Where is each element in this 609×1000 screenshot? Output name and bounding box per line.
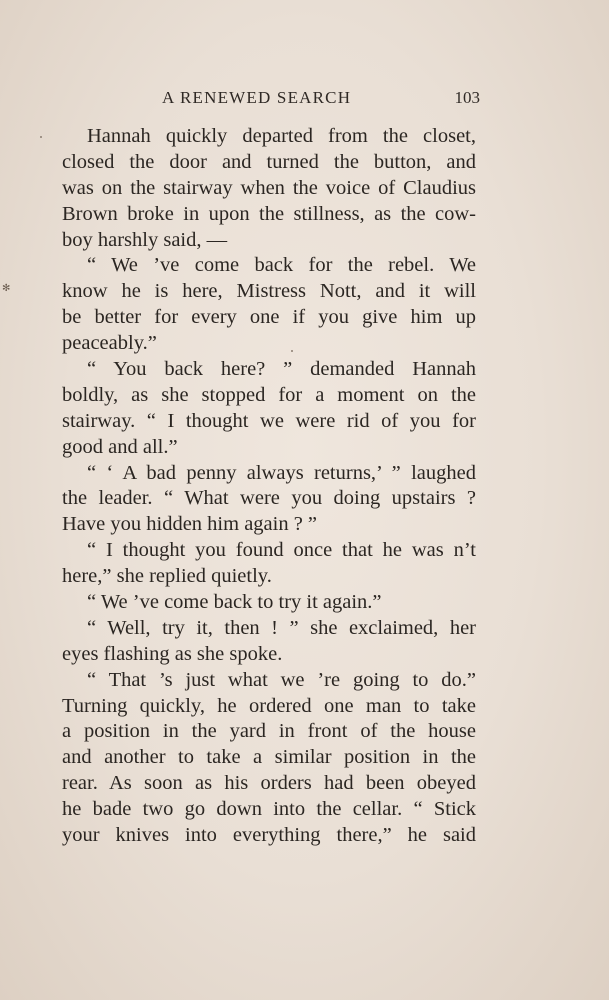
text-line: Have you hidden him again ? ” xyxy=(62,513,318,536)
text-line: was on the stairway when the voice of Claudius xyxy=(62,176,476,199)
body-text xyxy=(62,124,476,849)
text-line: “ That ’s just what we ’re going to do.” xyxy=(87,668,476,691)
paper-speck xyxy=(40,136,42,138)
text-line: “ We ’ve come back to try it again.” xyxy=(87,591,382,614)
text-line: “ Well, try it, then ! ” she exclaimed, her xyxy=(87,616,476,639)
text-line: “ We ’ve come back for the rebel. We xyxy=(87,254,476,277)
text-line: your knives into everything there,” he said xyxy=(62,824,476,847)
text-line: peaceably.” xyxy=(62,332,157,355)
text-line: rear. As soon as his orders had been obeyed xyxy=(62,772,476,795)
running-head: A RENEWED SEARCH xyxy=(162,88,352,107)
text-line: Brown broke in upon the stillness, as the cow- xyxy=(62,202,476,225)
text-line: “ You back here? ” demanded Hannah xyxy=(87,358,476,381)
text-line: Turning quickly, he ordered one man to take xyxy=(62,694,476,717)
text-line: and another to take a similar position in the xyxy=(62,746,476,769)
text-line: good and all.” xyxy=(62,435,178,458)
text-line: stairway. “ I thought we were rid of you for xyxy=(62,409,476,432)
text-line: closed the door and turned the button, and xyxy=(62,150,476,173)
text-line: the leader. “ What were you doing upstairs ? xyxy=(62,487,476,510)
text-line: know he is here, Mistress Nott, and it will xyxy=(62,280,476,303)
page-number: 103 xyxy=(454,88,480,107)
text-line: eyes flashing as she spoke. xyxy=(62,642,283,665)
page-header xyxy=(60,88,480,116)
margin-ink-mark: ✻ xyxy=(2,283,11,294)
text-line: Hannah quickly departed from the closet, xyxy=(87,125,476,147)
text-line: a position in the yard in front of the house xyxy=(62,720,476,743)
text-line: here,” she replied quietly. xyxy=(62,565,272,588)
text-line: “ ‘ A bad penny always returns,’ ” laughed xyxy=(87,461,476,484)
text-line: he bade two go down into the cellar. “ Stick xyxy=(62,798,476,821)
text-line: boy harshly said, — xyxy=(62,228,228,251)
text-line: be better for every one if you give him up xyxy=(62,306,476,329)
text-line: boldly, as she stopped for a moment on the xyxy=(62,383,476,406)
text-line: “ I thought you found once that he was n’t xyxy=(87,539,476,562)
